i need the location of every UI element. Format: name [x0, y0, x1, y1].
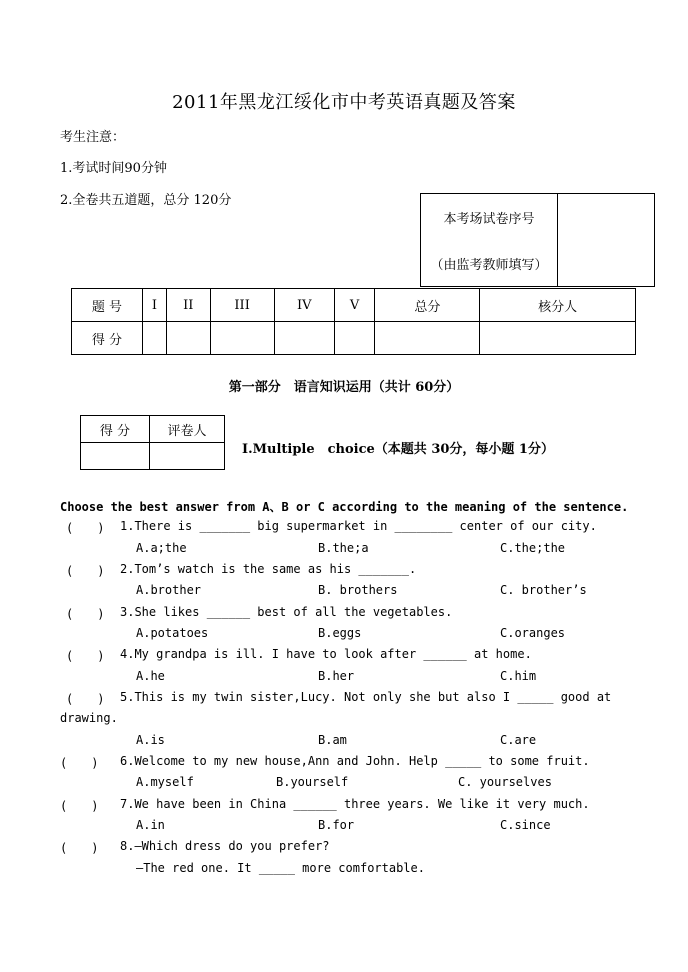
col-header-1: I [143, 289, 167, 322]
option-a-3: A.potatoes [136, 626, 209, 640]
option-c-7: C.since [500, 818, 551, 832]
row-label-question: 题 号 [72, 289, 143, 322]
score-cell[interactable] [166, 322, 210, 355]
col-header-3: III [210, 289, 274, 322]
grader-box [80, 415, 225, 470]
option-a-5: A.is [136, 733, 165, 747]
question-stem-8: 8.—Which dress do you prefer? [120, 839, 330, 853]
score-cell[interactable] [210, 322, 274, 355]
question-stem-5-continued: drawing. [60, 711, 118, 725]
grader-score-label: 得 分 [81, 416, 150, 443]
option-b-7: B.for [318, 818, 355, 832]
answer-paren-5[interactable]: ( ) [66, 692, 105, 706]
option-b-3: B.eggs [318, 626, 362, 640]
grader-score-cell[interactable] [81, 443, 150, 470]
score-cell[interactable] [375, 322, 480, 355]
row-label-score: 得 分 [72, 322, 143, 355]
option-b-1: B.the;a [318, 541, 369, 555]
option-a-2: A.brother [136, 583, 202, 597]
option-c-1: C.the;the [500, 541, 566, 555]
col-header-checker: 核分人 [480, 289, 636, 322]
question-stem-2: 2.Tom’s watch is the same as his _______. [120, 562, 417, 576]
option-a-1: A.a;the [136, 541, 187, 555]
part1-title: 第一部分 语言知识运用（共计 60分） [228, 380, 460, 395]
col-header-5: V [334, 289, 374, 322]
seat-number-box [420, 193, 655, 287]
score-cell[interactable] [334, 322, 374, 355]
score-cell[interactable] [143, 322, 167, 355]
question-stem-8-reply: —The red one. It _____ more comfortable. [136, 861, 425, 875]
col-header-4: IV [274, 289, 334, 322]
option-b-4: B.her [318, 669, 355, 683]
question-stem-7: 7.We have been in China ______ three years. We like it very much. [120, 797, 590, 811]
score-cell[interactable] [274, 322, 334, 355]
answer-paren-4[interactable]: ( ) [66, 649, 105, 663]
page-title: 2011年黑龙江绥化市中考英语真题及答案 [172, 92, 516, 113]
question-stem-4: 4.My grandpa is ill. I have to look after ______ at home. [120, 647, 532, 661]
grader-name-cell[interactable] [150, 443, 225, 470]
answer-paren-8[interactable]: ( ) [60, 841, 99, 855]
option-c-6: C. yourselves [458, 775, 552, 789]
score-cell[interactable] [480, 322, 636, 355]
notice-item-2: 2.全卷共五道题，总分 120分 [60, 193, 232, 208]
option-b-5: B.am [318, 733, 347, 747]
col-header-total: 总分 [375, 289, 480, 322]
option-c-2: C. brother’s [500, 583, 587, 597]
option-b-2: B. brothers [318, 583, 398, 597]
seat-number-cell[interactable] [558, 194, 655, 287]
instruction: Choose the best answer from A、B or C according to the meaning of the sentence. [60, 500, 629, 514]
option-c-4: C.him [500, 669, 537, 683]
answer-paren-2[interactable]: ( ) [66, 564, 105, 578]
grader-name-label: 评卷人 [150, 416, 225, 443]
col-header-2: II [166, 289, 210, 322]
question-stem-6: 6.Welcome to my new house,Ann and John. Help _____ to some fruit. [120, 754, 590, 768]
seat-label-line1: 本考场试卷序号 [421, 194, 558, 241]
score-table-score-row [72, 322, 636, 355]
notice-item-1: 1.考试时间90分钟 [60, 161, 167, 176]
answer-paren-7[interactable]: ( ) [60, 799, 99, 813]
option-a-6: A.myself [136, 775, 194, 789]
option-a-4: A.he [136, 669, 165, 683]
option-c-3: C.oranges [500, 626, 566, 640]
score-table-header-row [72, 289, 636, 322]
option-b-6: B.yourself [276, 775, 349, 789]
seat-label-line2: （由监考教师填写） [421, 240, 558, 287]
answer-paren-1[interactable]: ( ) [66, 521, 105, 535]
question-stem-1: 1.There is _______ big supermarket in ________ center of our city. [120, 519, 597, 533]
answer-paren-6[interactable]: ( ) [60, 756, 99, 770]
question-stem-3: 3.She likes ______ best of all the vegetables. [120, 605, 453, 619]
section-title-multiple-choice: Ⅰ.Multiple choice（本题共 30分，每小题 1分） [242, 442, 554, 457]
answer-paren-3[interactable]: ( ) [66, 607, 105, 621]
option-c-5: C.are [500, 733, 537, 747]
score-table [71, 288, 636, 355]
option-a-7: A.in [136, 818, 165, 832]
question-stem-5: 5.This is my twin sister,Lucy. Not only she but also I _____ good at [120, 690, 612, 704]
notice-heading: 考生注意： [60, 130, 126, 145]
